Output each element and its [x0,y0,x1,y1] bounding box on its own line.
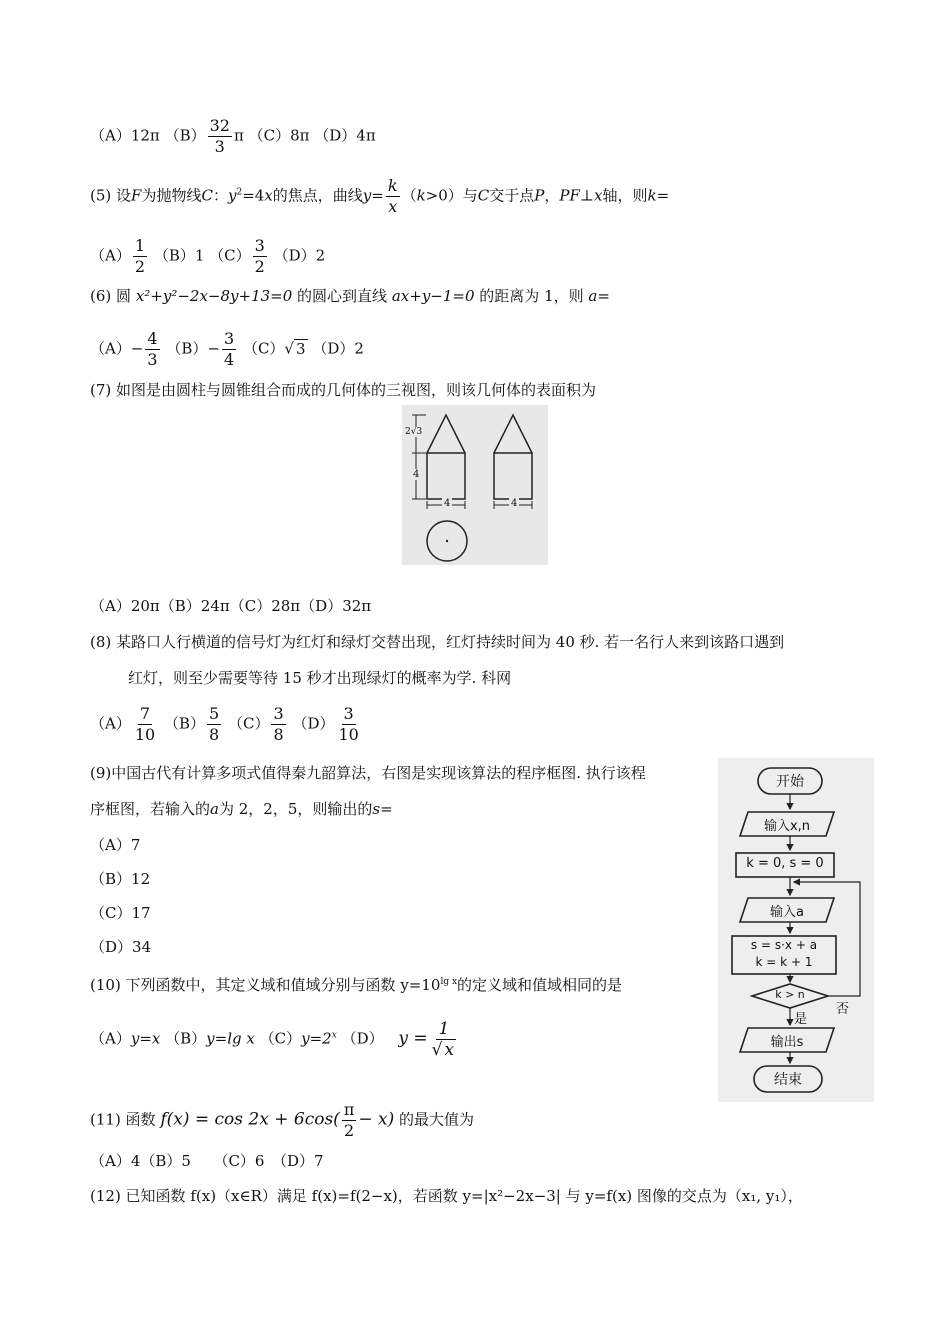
q9-flowchart [718,758,874,1102]
q9-stem-line2: 序框图，若输入的a为 2，2，5，则输出的s= [90,800,393,818]
q10-options: （A）y=x （B）y=lg x $(C)y=2^x$ （D） y = $\frac{1}{√ x}$ [90,1019,455,1060]
q6-stem: (6) 圆 x²+y²−2x−8y+13=0 的圆心到直线 ax+y−1=0 的距离为 1，则 a= [90,287,610,305]
q8-stem-line2: 红灯，则至少需要等待 15 秒才出现绿灯的概率为学. 科网 [128,669,512,687]
q6-options: （A）− $\frac{4}{3}$ （B）− $\frac{3}{4}$ （C）√ 3 （D）2 [90,329,364,369]
q7-stem: (7) 如图是由圆柱与圆锥组合而成的几何体的三视图，则该几何体的表面积为 [90,381,597,399]
q4-option-d: （D）4π [314,126,376,145]
q7-label-front-width: 4 [444,498,451,509]
flow-input-xn: 输入x,n [763,819,811,834]
flow-end: 结束 [774,1072,802,1088]
flow-input-a: 输入a [770,905,804,920]
flow-init: k = 0, s = 0 [746,856,824,871]
q9-stem-line1: (9)中国古代有计算多项式值得秦九韶算法，右图是实现该算法的程序框图. 执行该程 [90,764,646,782]
q12-stem: (12) 已知函数 f(x)（x∈R）满足 f(x)=f(2−x)，若函数 y=|x²−2x−3| 与 y=f(x) 图像的交点为（x₁, y₁）， [90,1187,803,1205]
q9-option-b: （B）12 [90,870,151,888]
q11-stem: (11) 函数 f(x) = cos 2x + 6cos( $\frac{\pi}{2}$ − x) 的最大值为 [90,1100,474,1140]
q7-options: （A）20π（B）24π（C）28π（D）32π [90,597,372,615]
flow-start: 开始 [776,774,804,790]
q5-options: （A） $\frac{1}{2}$ （B）1 （C） $\frac{3}{2}$ （D）2 [90,236,326,276]
q4-option-b: （B） [164,126,206,145]
q8-options: （A） $\frac{7}{10}$ （B） $\frac{5}{8}$ （C） $\frac{3}{8}$ （D） $\frac{3}{10}$ [90,704,359,744]
flow-output-s: 输出s [770,1035,804,1050]
q7-label-side-width: 4 [511,498,518,509]
q5-stem: (5) 设F为抛物线C：$y^2=4x$的焦点，曲线y= $\frac{k}{x}$ （k>0）与C交于点P，PF⊥x轴，则k= [90,176,670,216]
q10-stem: (10) 下列函数中，其定义域和值域分别与函数 $y=10^{lg x}$的定义域和值域相同的是 [90,976,623,994]
q4-option-b-fraction: $\frac{32}{3}$ [209,116,230,156]
q4-option-a: （A）12π [90,126,160,145]
q7-label-cylinder-height: 4 [413,469,420,480]
q5-fraction: $\frac{k}{x}$ [387,176,398,216]
flow-no-label: 否 [836,1002,850,1017]
q4-options: （A）12π （B） $\frac{32}{3}$ π （C）8π （D）4π [90,116,376,156]
q9-option-a: （A）7 [90,836,141,854]
q7-three-view-figure [402,405,548,565]
q11-options: （A）4（B）5 （C）6 （D）7 [90,1152,324,1170]
q9-option-c: （C）17 [90,904,151,922]
flow-condition: k > n [775,988,805,1001]
flow-yes-label: 是 [794,1012,808,1027]
flow-calc-s: s = s·x + a [750,938,818,952]
q8-stem-line1: (8) 某路口人行横道的信号灯为红灯和绿灯交替出现，红灯持续时间为 40 秒. 若一名行人来到该路口遇到 [90,633,785,651]
flow-calc-k: k = k + 1 [755,955,813,969]
q9-option-d: （D）34 [90,938,152,956]
q7-label-cone-height: 2√3 [405,427,423,437]
q4-option-c: （C）8π [248,126,310,145]
